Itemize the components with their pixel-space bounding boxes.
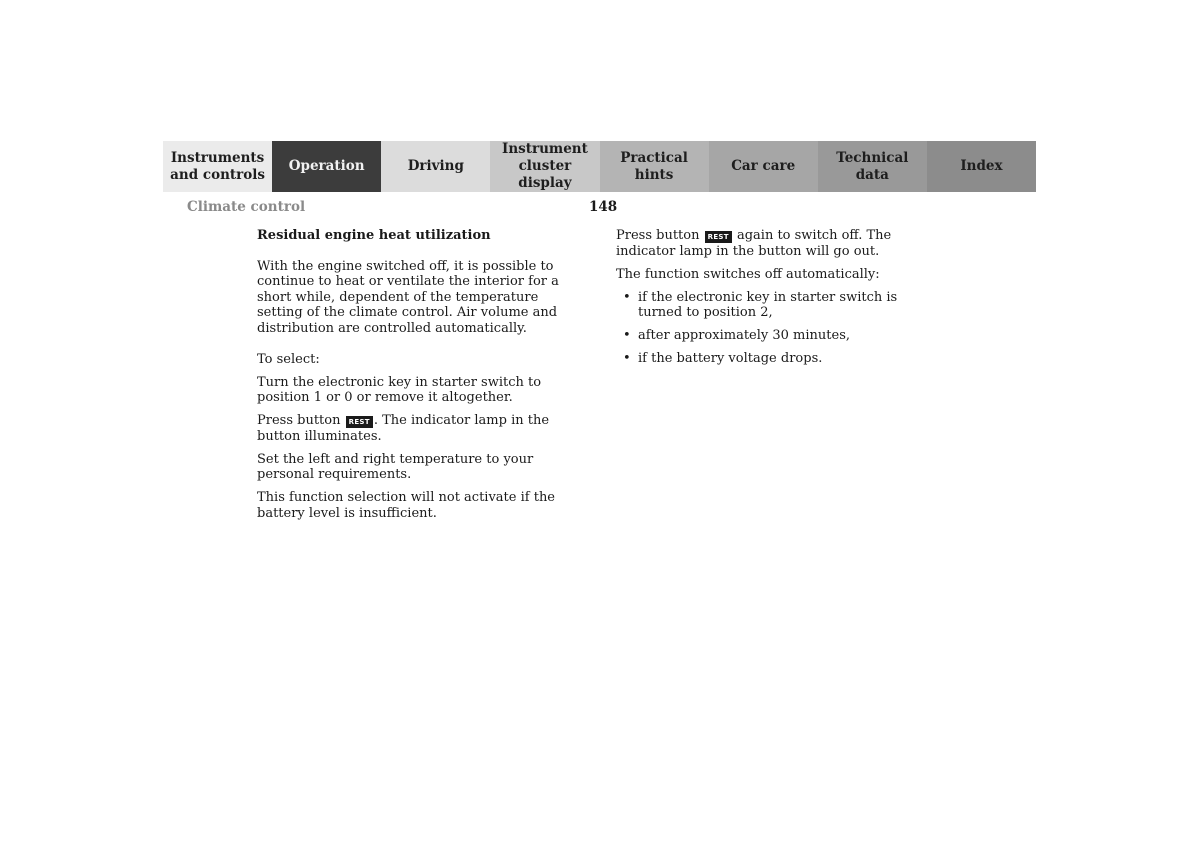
bullet-icon: • xyxy=(623,351,631,367)
list-item xyxy=(616,290,936,321)
list-item-text: after approximately 30 minutes, xyxy=(638,328,851,344)
rest-button-icon: REST xyxy=(346,416,373,428)
rest-button-icon: REST xyxy=(705,231,732,243)
step-press-prefix: Press button xyxy=(257,413,341,429)
section-title: Climate control xyxy=(187,199,306,215)
battery-note: This function selection will not activate if the battery level is insufficient. xyxy=(257,490,556,521)
auto-off-intro: The function switches off automatically: xyxy=(616,266,880,282)
step-press-rest xyxy=(257,413,587,444)
section-heading: Residual engine heat utilization xyxy=(257,228,491,243)
switch-off-prefix: Press button xyxy=(616,228,700,243)
tab-technical-data[interactable]: Technical data xyxy=(818,141,927,192)
bullet-icon: • xyxy=(623,289,631,305)
tab-instrument-cluster-display[interactable]: Instrument cluster display xyxy=(490,141,599,192)
page-number: 148 xyxy=(589,199,618,215)
list-item xyxy=(616,351,936,367)
list-item-text: if the electronic key in starter switch is turned to position 2, xyxy=(638,289,898,321)
list-item-text: if the battery voltage drops. xyxy=(638,351,823,367)
switch-off-suffix: again to switch off. The indicator lamp in the button will go out. xyxy=(616,228,892,259)
right-column xyxy=(616,228,936,374)
step-press-suffix: . The indicator lamp in the button illuminates. xyxy=(257,413,550,444)
list-item xyxy=(616,328,936,344)
tab-driving[interactable]: Driving xyxy=(381,141,490,192)
step-set-temperature: Set the left and right temperature to your personal requirements. xyxy=(257,451,534,483)
step-turn-key: Turn the electronic key in starter switch to position 1 or 0 or remove it altogether. xyxy=(257,374,542,406)
to-select-label: To select: xyxy=(257,351,320,367)
tab-car-care[interactable]: Car care xyxy=(709,141,818,192)
left-column xyxy=(257,228,587,529)
auto-off-list xyxy=(616,290,936,367)
bullet-icon: • xyxy=(623,328,631,344)
tab-operation[interactable]: Operation xyxy=(272,141,381,192)
tab-index[interactable]: Index xyxy=(927,141,1036,192)
chapter-tabs xyxy=(163,141,1036,192)
intro-paragraph: With the engine switched off, it is possible to continue to heat or ventilate the interior for a short while, dependent of the temperature setting of the climate control. Air volume and distribution are controlled automatically. xyxy=(257,258,559,336)
tab-instruments-and-controls[interactable]: Instruments and controls xyxy=(163,141,272,192)
switch-off-paragraph xyxy=(616,228,936,259)
tab-practical-hints[interactable]: Practical hints xyxy=(600,141,709,192)
